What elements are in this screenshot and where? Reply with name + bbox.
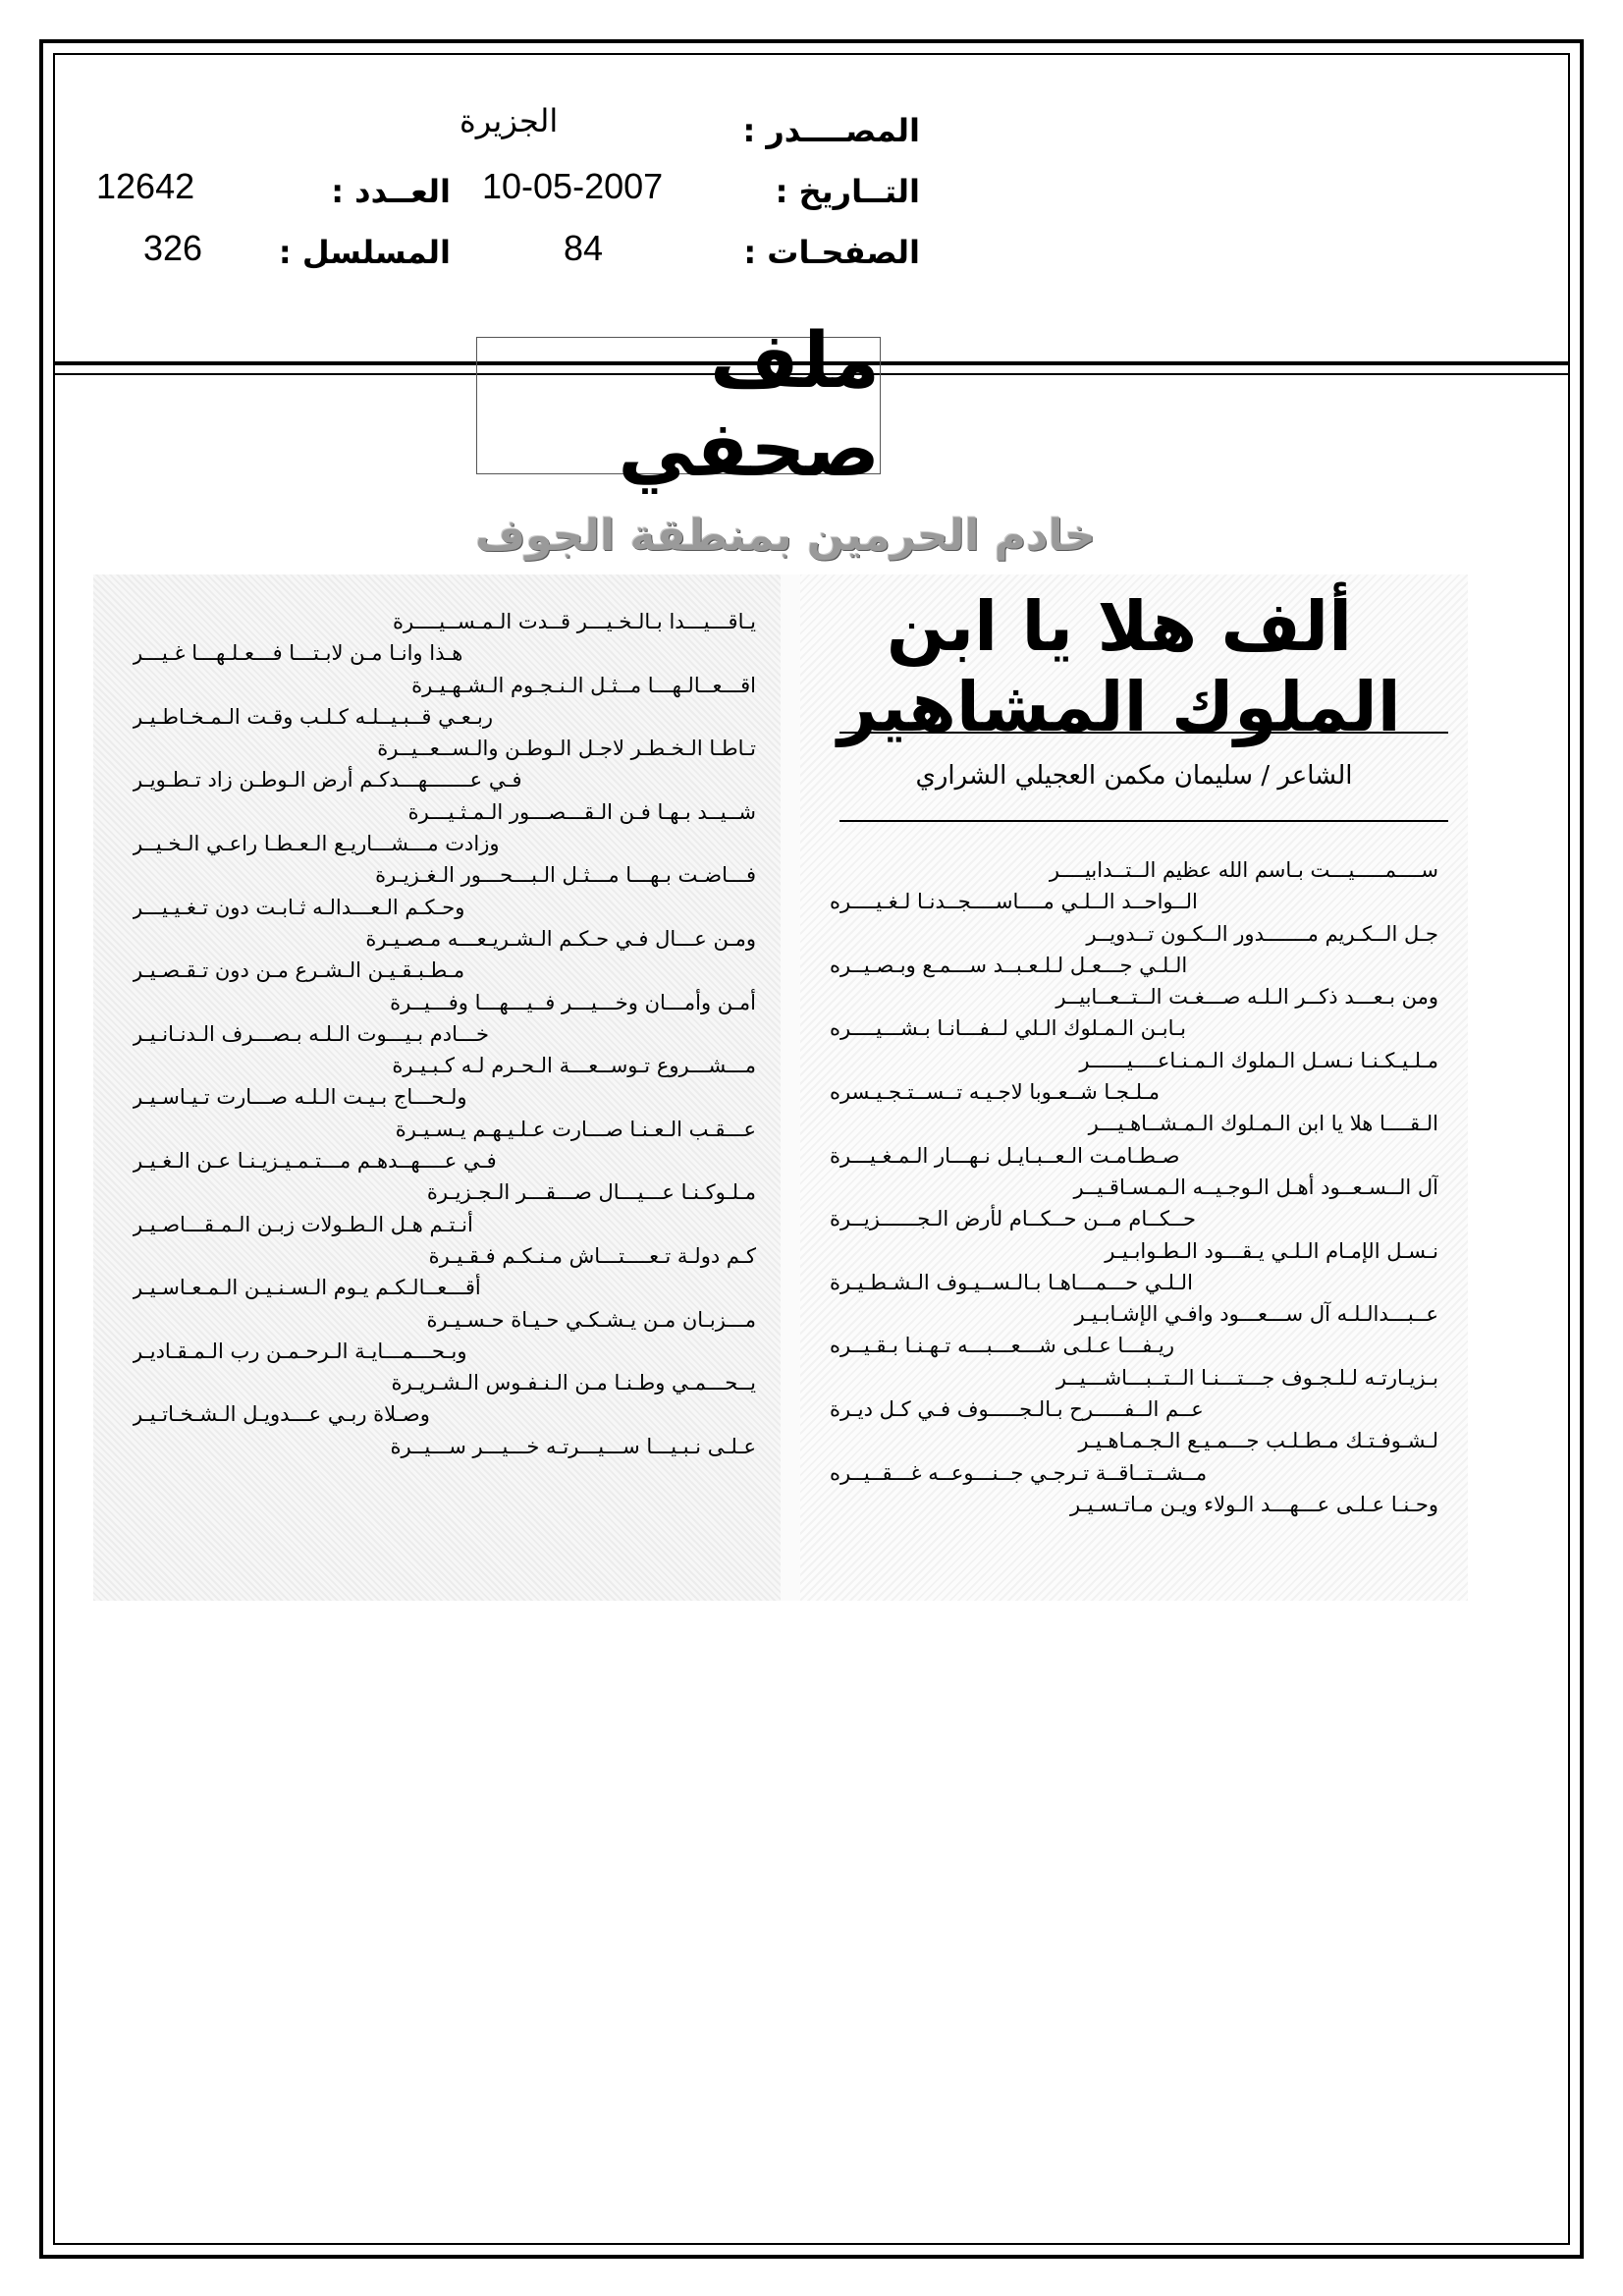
serial-label: المسلسل : xyxy=(278,234,451,271)
pages-label: الصفحـات : xyxy=(743,234,920,271)
verse-line: وصـلاة ربـي عـــدويـل الـشـخـاتـيـر xyxy=(133,1402,430,1427)
article-headline: ألف هلا يا ابن الملوك المشاهير xyxy=(838,586,1401,747)
verse-line: نـسـل الإمـام الـلـي يـقـــود الـطـوابـيـر xyxy=(1105,1238,1438,1263)
verse-line: ربـعـي قــبـيــلـه كـلـب وقـت الـمـخـاطـيـر xyxy=(133,704,494,729)
verse-line: آل الــسـعــود أهـل الـوجـيــه الـمـسـاقـيــر xyxy=(1073,1175,1438,1199)
verse-line: أمـن وأمـــان وخـــيـــر فــيـــهـــا وفـــيــرة xyxy=(390,990,756,1014)
verse-line: وبـحـــمـــايـة الـرحـمـن رب الـمـقـاديـر xyxy=(133,1339,467,1363)
verse-line: وزادت مـــشـــاريـع الـعـطـا راعـي الـخـيــر xyxy=(133,832,500,856)
verse-line: عـلـى نـبـيـــا ســـيـــرتـه خـــيـــر ســـيــرة xyxy=(390,1434,756,1458)
newspaper-clipping xyxy=(93,574,1468,1601)
verse-line: جـل الــكـريم مـــــــدور الــكـون تــدويــر xyxy=(1086,921,1438,946)
verse-line: يــحـــمـي وطـنـا مـن الـنـفـوس الـشـريـرة xyxy=(391,1371,756,1395)
verse-line: مـلـيـكـنـا نـسـل الـملوك الـمـنـاعــــيــــــر xyxy=(1079,1048,1438,1072)
verse-line: الـقــــا هلا يا ابن الـمـلوك الـمـشــاهـيـــر xyxy=(1088,1112,1438,1136)
verse-line: ســــمـــــيـــت بـاسم الله عظيم الــتــدابيــــر xyxy=(1049,858,1438,882)
issue-value: 12642 xyxy=(96,166,195,206)
right-column xyxy=(800,574,1468,1601)
date-label: التــاريخ : xyxy=(775,173,920,210)
verse-line: مـــزبـان مـن يـشـكـي حـيـاة حـسـيـرة xyxy=(426,1307,756,1332)
verse-line: وحـكـم الـعـــدالـه ثـابـت دون تـغـيـيـــر xyxy=(133,895,465,919)
verse-line: بـابـن الـمـلوك الـلي لــفـــانـا بـشـــيــــره xyxy=(830,1016,1187,1041)
verse-line: صـطـامـت الـعــبـايـل نـهـــار الـمـغـيـــرة xyxy=(830,1143,1180,1168)
verse-line: كـم دولـة تـعــــتـــاش مـنـكـم فـقـيـرة xyxy=(428,1243,756,1268)
verse-line: فـــاضـت بـهـــا مـــثـل الـبـــحـــور الـغـزيـرة xyxy=(375,863,756,888)
verse-line: وحـنـا عـلـى عـــهـــد الـولاء ويـن مـاتـسـيـر xyxy=(1070,1492,1438,1516)
verse-line: الــواحــد الــلـي مــــاســــجــدنـا لـغـيــــره xyxy=(830,890,1198,914)
verse-line: يـاقـــيـــدا بـالـخـيـــر قــدت الـمـســيــــرة xyxy=(393,610,756,633)
verse-line: مـلـوكـنـا عـــيـــال صـــقـــر الـجـزيـرة xyxy=(426,1180,756,1205)
verse-line: فـي عــــهــدهـم مـــتـمـيـزيـنـا عـن الـغـيـر xyxy=(133,1149,497,1174)
verse-line: هـذا وانـا مـن لابـتـــا فـــعـلـهـــا غـيـــر xyxy=(133,641,463,666)
verse-line: عــبـــدالـلـه آل ســـعـــود وافـي الإشـابـيـر xyxy=(1074,1302,1438,1327)
verse-line: مـلـجـا شــعـوبا لاجـيـه تــســتـجـيـسره xyxy=(830,1080,1160,1105)
verse-line: ومـن عـــال فـي حـكـم الـشـريـعـــه مـصـيـرة xyxy=(365,926,756,951)
verse-line: ومن بـعـــد ذكــر الـلـه صـــغـت الــتــعــابيــر xyxy=(1055,985,1438,1010)
verse-line: تـاطـا الـخـطـر لاجـل الـوطـن والـســعــيــرة xyxy=(377,737,756,761)
source-value: الجزيرة xyxy=(460,102,559,139)
left-column xyxy=(93,574,781,1601)
press-file-stamp: ملف صحفي xyxy=(476,337,881,474)
serial-value: 326 xyxy=(143,228,203,268)
pages-value: 84 xyxy=(564,228,604,268)
left-verses xyxy=(133,606,756,1462)
verse-line: الـلـي حـــمـــاهـا بـالـســيـوف الـشـطـيـرة xyxy=(830,1270,1193,1294)
verse-line: أنـتـم هـل الـطـولات زبـن الـمـقـــاصـيـر xyxy=(133,1212,473,1236)
article-banner: خادم الحرمين بمنطقة الجوف xyxy=(475,511,1096,561)
verse-line: الـلـي جـــعـل لـلـعـبــد ســـمـع وبـصـيــره xyxy=(830,953,1188,977)
verse-line: حــكــام مــن حــكــام لأرض الـجــــــزيــرة xyxy=(830,1207,1196,1231)
verse-line: شــيــد بـهـا فـن الـقـــصـــور الـمـثـيـــرة xyxy=(407,799,756,824)
right-verses xyxy=(830,854,1438,1520)
headline-rule xyxy=(839,732,1448,734)
verse-line: ريـفـــا عـلـى شـــعـــبـــه تـهـنـا بـقـيــره xyxy=(830,1334,1175,1358)
verse-line: بـزيـارتـه لـلـجـوف جـــتـــنـا الــتــبـــاشـــيــر xyxy=(1055,1365,1438,1390)
date-value: 10-05-2007 xyxy=(482,166,664,206)
verse-line: عـــقـب الـعـنـا صـــارت عـلـيـهـم يـسـيـرة xyxy=(395,1117,756,1141)
poet-byline: الشاعر / سليمان مكمن العجيلي الشراري xyxy=(915,761,1353,791)
verse-line: ولـحـــاج بـيـت الـلـه صـــارت تـيـاسـيـر xyxy=(133,1085,467,1110)
verse-line: فـي عـــــــهـــدكـم أرض الـوطـن زاد تـطـويـر xyxy=(133,768,522,793)
verse-line: مـــشـــروع تـوســعـــة الـحـرم لـه كـبـيـرة xyxy=(392,1054,756,1078)
verse-line: اقـــعــالـهـــا مــثـل الـنـجـوم الـشـهـيـرة xyxy=(411,673,756,697)
source-label: المصــــدر : xyxy=(742,112,920,149)
verse-line: مــشــتــاقــة تـرجـي جــنـــوعــه غـــقــيــره xyxy=(830,1460,1208,1485)
verse-line: خـــادم بـيـــوت الـلـه بـصـــرف الـدنـانـيـر xyxy=(133,1021,489,1046)
byline-rule xyxy=(839,820,1448,822)
verse-line: أقـــعــالـكـم يـوم الـسـنـيـن الـمـعـاسـيـر xyxy=(133,1276,481,1300)
verse-line: لـشـوفـتـك مـطـلـب جـــمـيـع الـجـمـاهـيـر xyxy=(1078,1429,1438,1453)
issue-label: العــدد : xyxy=(331,173,451,210)
verse-line: مـطـبـقـيـن الـشـرع مـن دون تـقـصـيـر xyxy=(133,958,465,983)
verse-line: عــم الــفـــــرح بـالـجـــــوف فـي كـل ديـرة xyxy=(830,1397,1204,1422)
